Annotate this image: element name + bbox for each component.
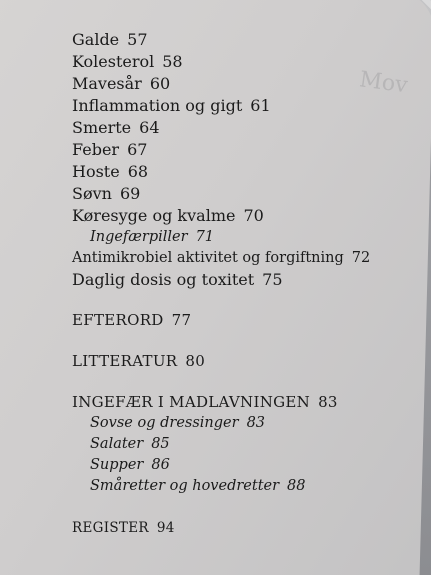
toc-entry-title: Feber <box>72 140 120 159</box>
toc-subentry <box>90 476 306 496</box>
toc-entry-title: Supper <box>90 457 144 473</box>
toc-section-title: INGEFÆR I MADLAVNINGEN <box>72 393 311 411</box>
toc-entry-page: 71 <box>195 229 215 245</box>
toc-entry-page: 68 <box>127 162 149 181</box>
toc-section <box>72 518 175 538</box>
toc-entry-title: Sovse og dressinger <box>90 415 239 431</box>
toc-entry-page: 57 <box>127 30 148 49</box>
toc-entry-title: Køresyge og kvalme <box>72 206 236 225</box>
toc-entry-page: 70 <box>243 206 264 225</box>
toc-subentry <box>90 227 214 247</box>
toc-entry-page: 83 <box>246 415 266 431</box>
toc-entry-page: 61 <box>250 96 271 115</box>
toc-subentry <box>90 455 170 475</box>
toc-entry <box>72 206 264 226</box>
toc-entry-page: 77 <box>171 311 192 329</box>
toc-entry-title: Søvn <box>72 184 112 203</box>
toc-section-title: EFTERORD <box>72 311 164 329</box>
toc-entry-page: 88 <box>287 478 306 494</box>
toc-entry-title: Mavesår <box>72 74 142 93</box>
toc-entry-page: 85 <box>151 436 170 452</box>
facing-page-bleed-text: Mov <box>358 67 410 99</box>
toc-entry-title: Daglig dosis og toxitet <box>72 270 255 289</box>
toc-section <box>72 392 338 412</box>
toc-entry-page: 86 <box>151 457 170 473</box>
toc-entry-title: Antimikrobiel aktivitet og forgiftning <box>72 250 344 266</box>
toc-entry-title: Hoste <box>72 162 120 181</box>
toc-entry-title: Smerte <box>72 118 132 137</box>
toc-section <box>72 310 191 330</box>
toc-section-title: REGISTER <box>72 520 149 536</box>
toc-entry-title: Inflammation og gigt <box>72 96 243 115</box>
toc-entry <box>72 184 140 204</box>
toc-entry-page: 72 <box>351 250 371 266</box>
toc-entry-title: Salater <box>90 436 144 452</box>
toc-subentry <box>90 434 170 454</box>
toc-entry-page: 83 <box>318 393 338 411</box>
toc-entry-page: 80 <box>185 352 206 370</box>
toc-entry-page: 94 <box>156 520 175 536</box>
toc-entry-title: Ingefærpiller <box>90 229 188 245</box>
toc-entry <box>72 74 170 94</box>
toc-entry-title: Kolesterol <box>72 52 155 71</box>
toc-entry <box>72 118 160 138</box>
toc-entry-page: 60 <box>149 74 171 93</box>
toc-section <box>72 351 205 371</box>
toc-entry-title: Småretter og hovedretter <box>90 478 280 494</box>
toc-entry <box>72 162 148 182</box>
toc-entry-title: Galde <box>72 30 120 49</box>
toc-section-title: LITTERATUR <box>72 352 178 370</box>
toc-entry-page: 75 <box>262 270 283 289</box>
toc-entry <box>72 52 183 72</box>
toc-entry-page: 64 <box>139 118 160 137</box>
toc-entry <box>72 270 283 290</box>
toc-entry <box>72 96 271 116</box>
toc-entry <box>72 30 148 50</box>
toc-entry-page: 67 <box>127 140 148 159</box>
toc-entry <box>72 248 370 268</box>
toc-entry-page: 69 <box>119 184 141 203</box>
toc-entry-page: 58 <box>162 52 183 71</box>
toc-subentry <box>90 413 265 433</box>
toc-entry <box>72 140 147 160</box>
